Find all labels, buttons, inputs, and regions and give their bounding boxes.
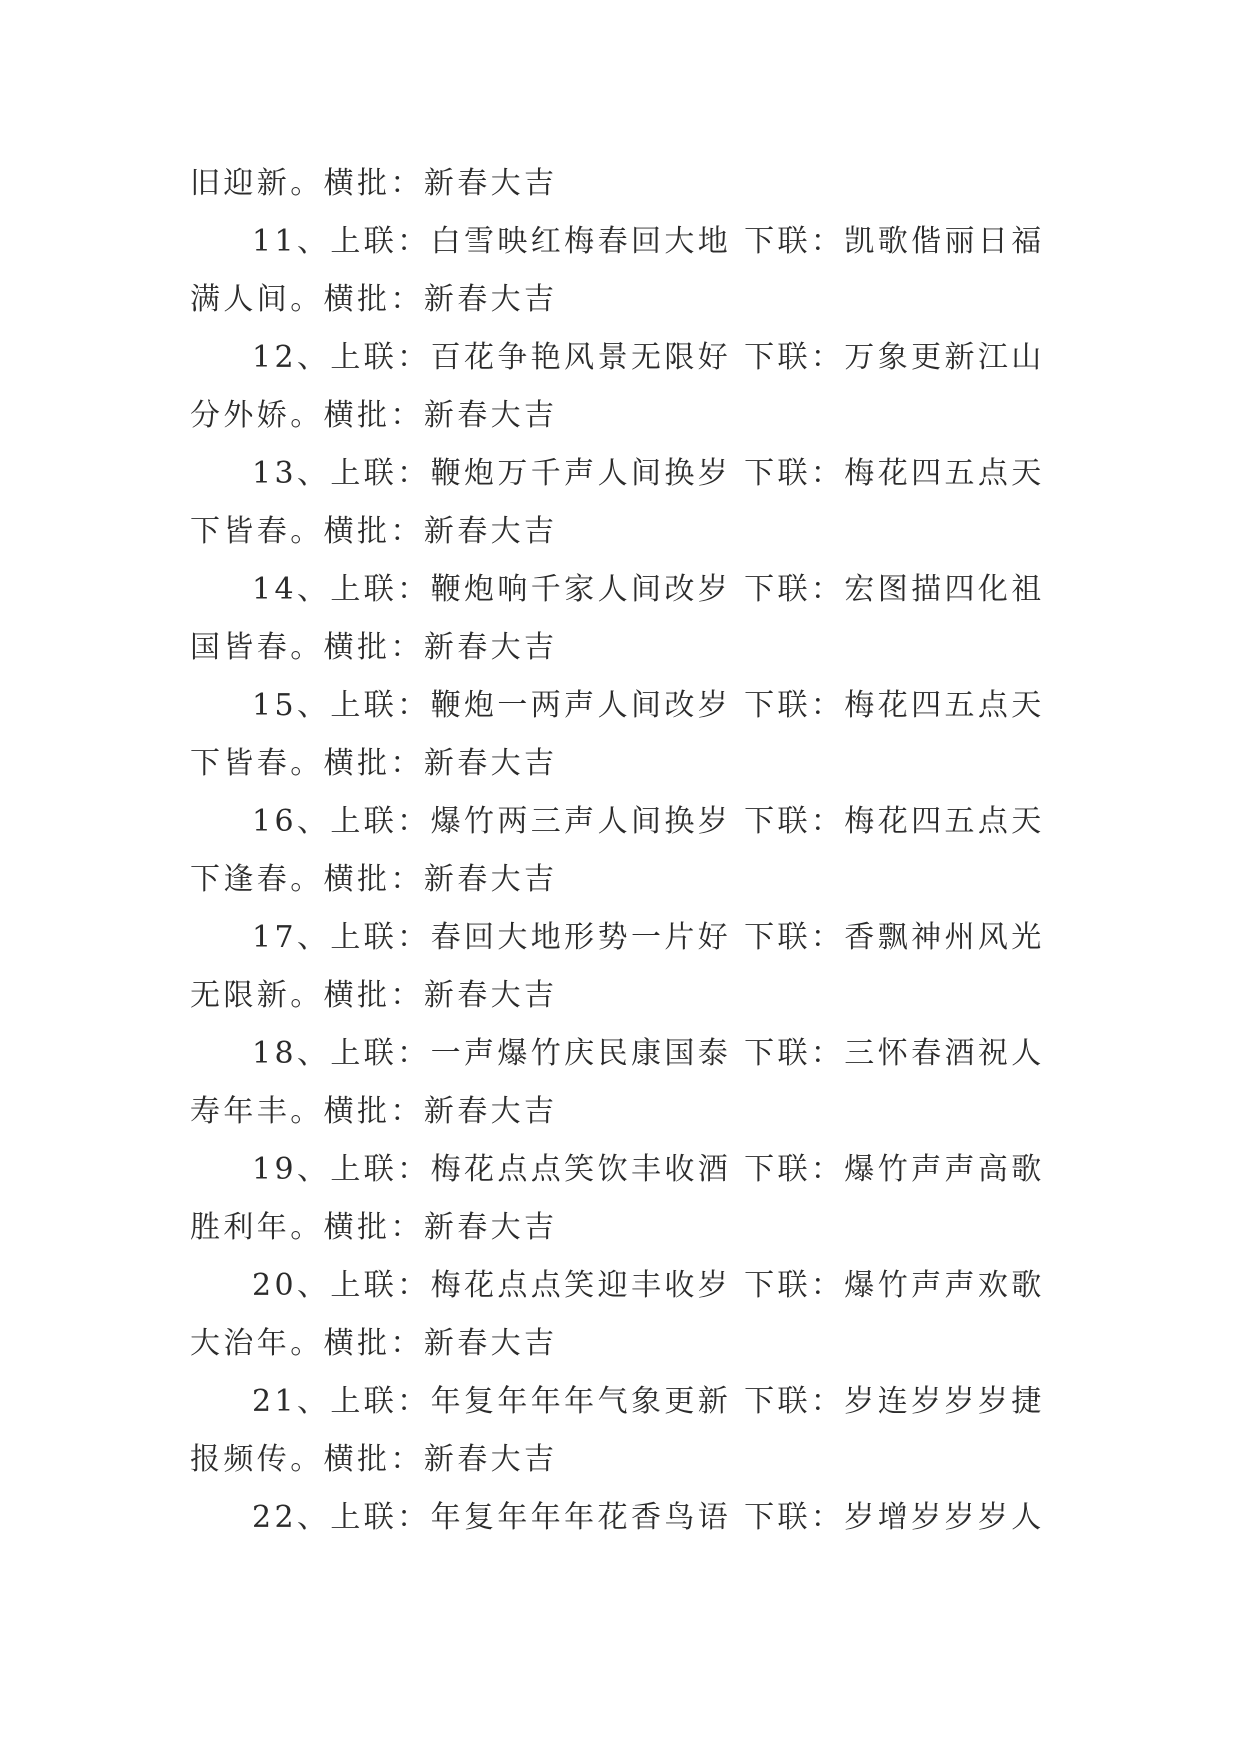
- text-line: 20、上联：梅花点点笑迎丰收岁 下联：爆竹声声欢歌: [252, 1268, 1045, 1303]
- text-line: 14、上联：鞭炮响千家人间改岁 下联：宏图描四化祖: [252, 572, 1045, 607]
- text-line: 17、上联：春回大地形势一片好 下联：香飘神州风光: [252, 920, 1045, 955]
- text-line: 满人间。横批：新春大吉: [190, 282, 558, 317]
- text-line: 11、上联：白雪映红梅春回大地 下联：凯歌偕丽日福: [252, 224, 1045, 259]
- text-line: 寿年丰。横批：新春大吉: [190, 1094, 558, 1129]
- text-line: 12、上联：百花争艳风景无限好 下联：万象更新江山: [252, 340, 1045, 375]
- text-line: 下逢春。横批：新春大吉: [190, 862, 558, 897]
- text-line: 16、上联：爆竹两三声人间换岁 下联：梅花四五点天: [252, 804, 1045, 839]
- text-line: 旧迎新。横批：新春大吉: [190, 166, 558, 201]
- text-line: 分外娇。横批：新春大吉: [190, 398, 558, 433]
- text-line: 大治年。横批：新春大吉: [190, 1326, 558, 1361]
- text-line: 下皆春。横批：新春大吉: [190, 514, 558, 549]
- text-line: 22、上联：年复年年年花香鸟语 下联：岁增岁岁岁人: [252, 1500, 1045, 1535]
- text-line: 13、上联：鞭炮万千声人间换岁 下联：梅花四五点天: [252, 456, 1045, 491]
- text-line: 无限新。横批：新春大吉: [190, 978, 558, 1013]
- text-line: 报频传。横批：新春大吉: [190, 1442, 558, 1477]
- text-line: 国皆春。横批：新春大吉: [190, 630, 558, 665]
- text-line: 19、上联：梅花点点笑饮丰收酒 下联：爆竹声声高歌: [252, 1152, 1045, 1187]
- text-line: 下皆春。横批：新春大吉: [190, 746, 558, 781]
- text-line: 21、上联：年复年年年气象更新 下联：岁连岁岁岁捷: [252, 1384, 1045, 1419]
- document-body: [190, 155, 1060, 1547]
- text-line: 15、上联：鞭炮一两声人间改岁 下联：梅花四五点天: [252, 688, 1045, 723]
- text-line: 胜利年。横批：新春大吉: [190, 1210, 558, 1245]
- text-line: 18、上联：一声爆竹庆民康国泰 下联：三怀春酒祝人: [252, 1036, 1045, 1071]
